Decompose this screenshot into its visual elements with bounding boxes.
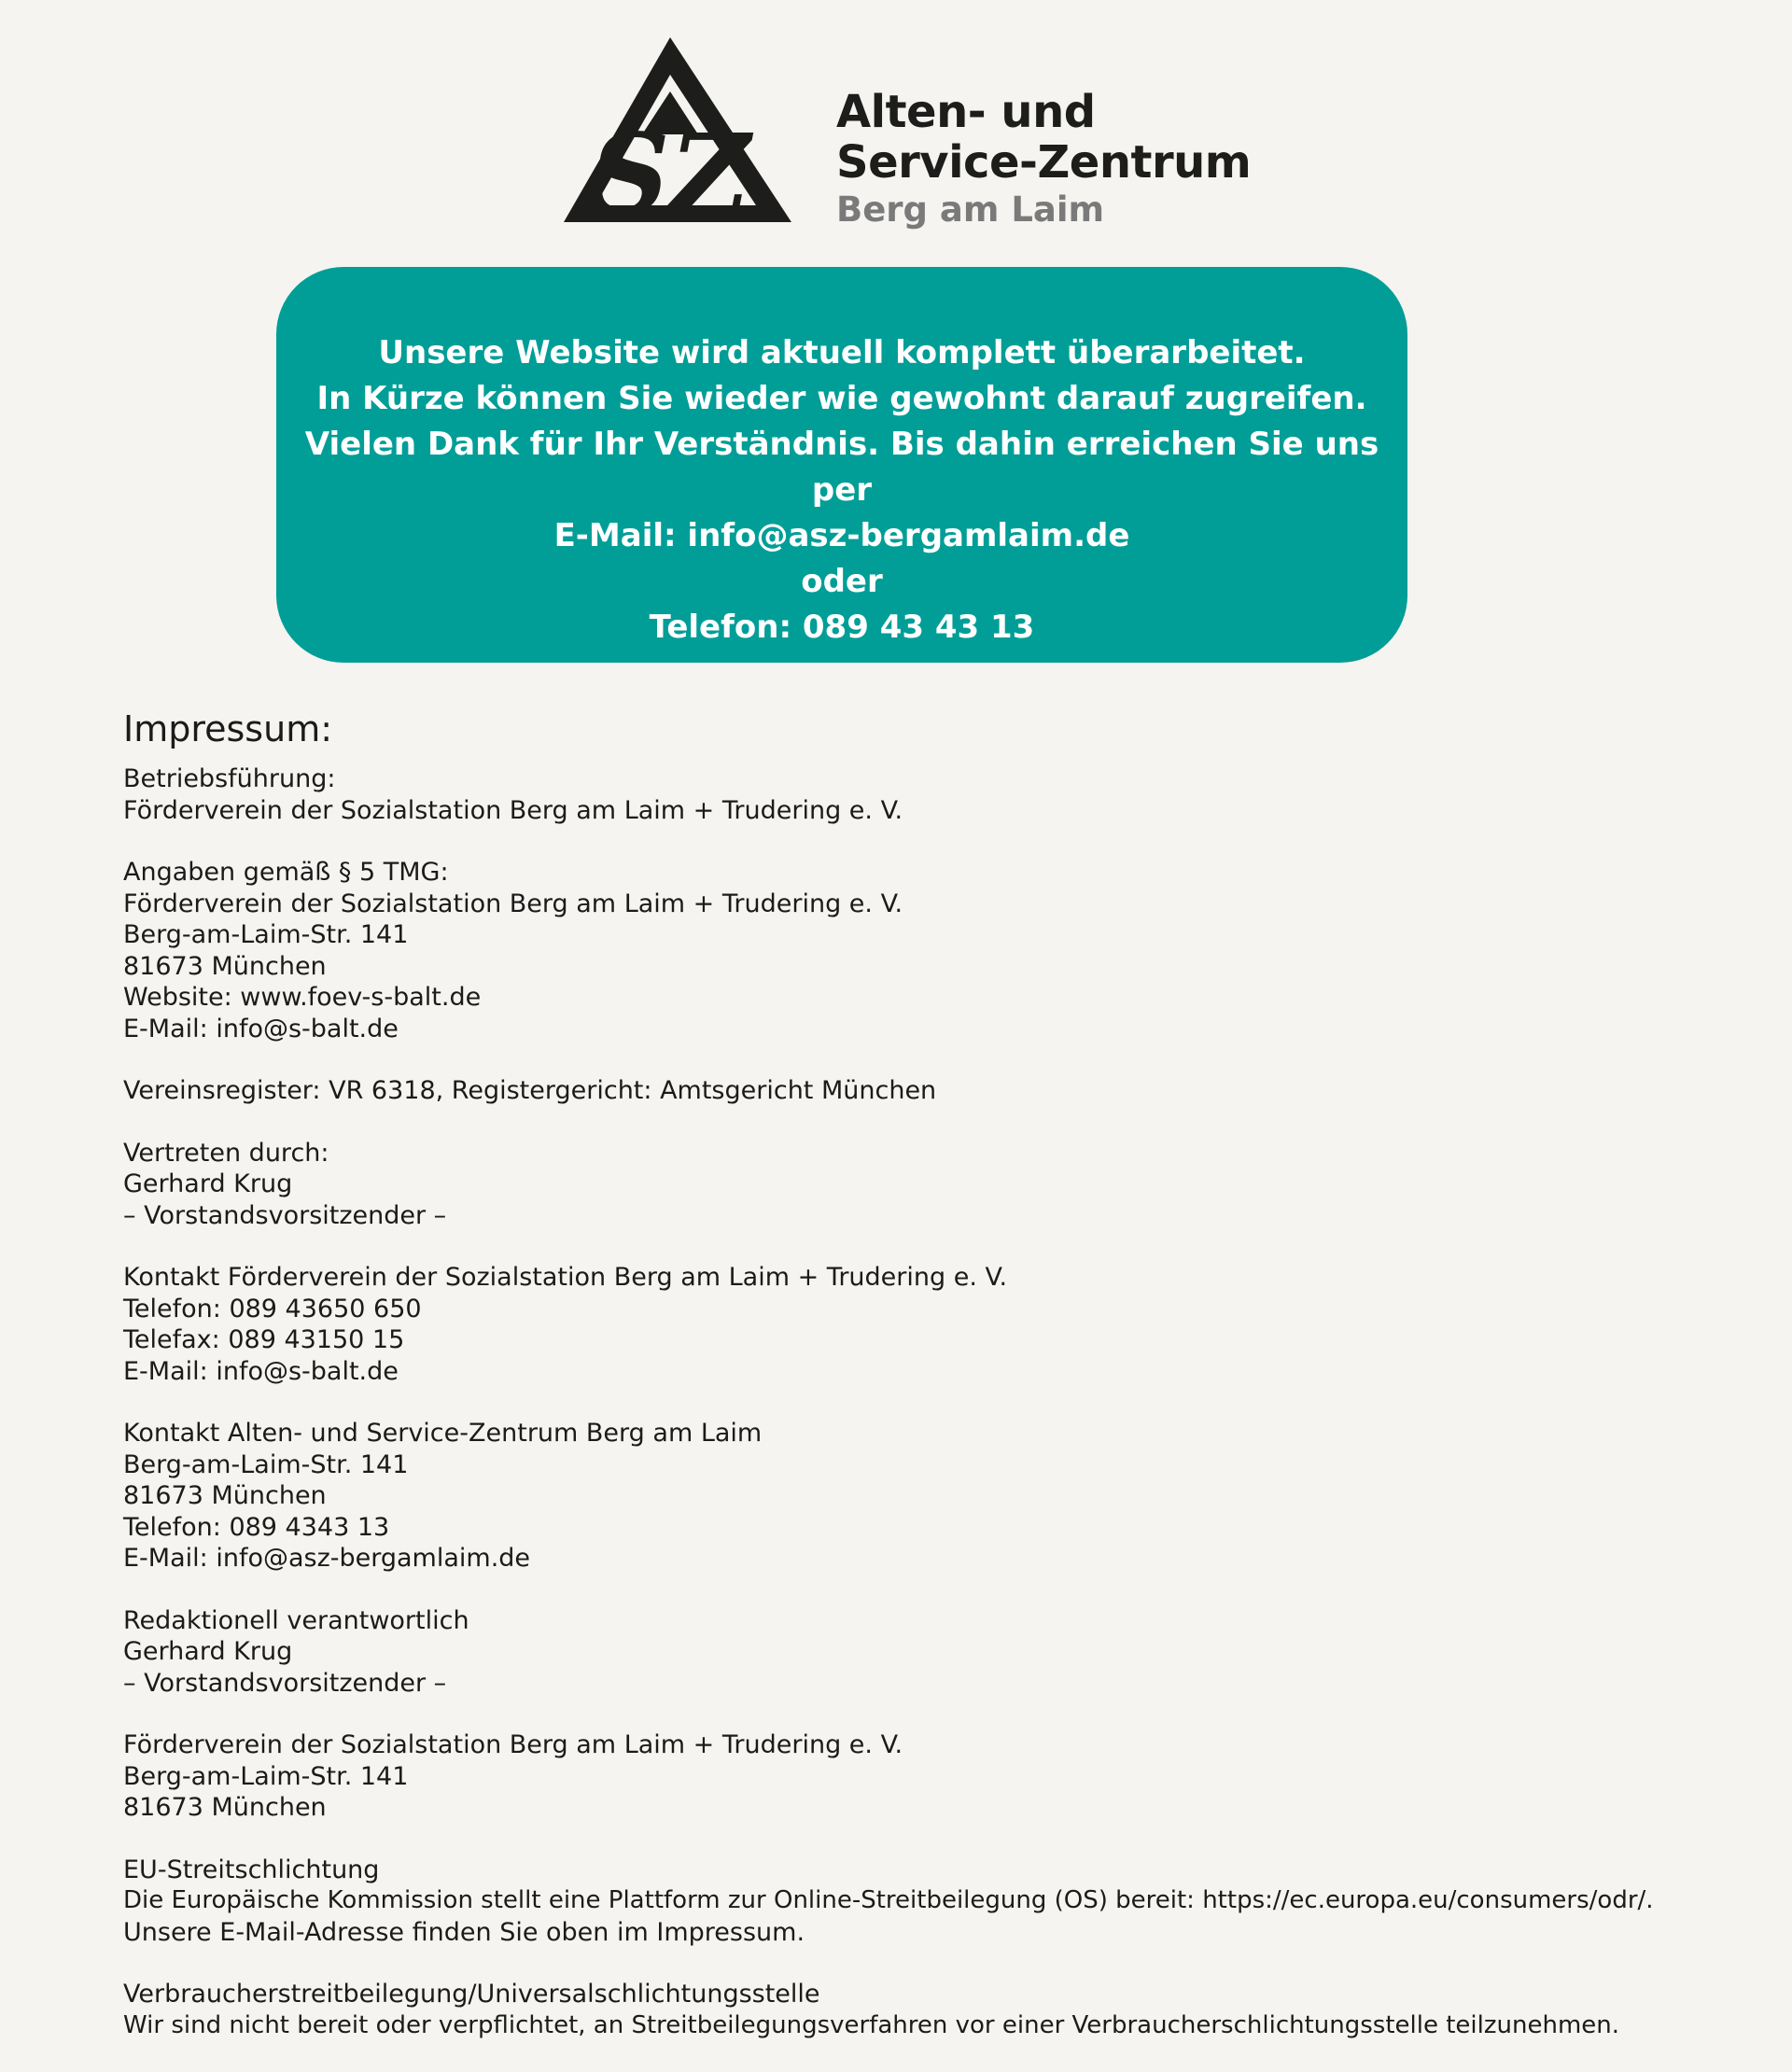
impressum-line: Redaktionell verantwortlich: [123, 1605, 469, 1635]
impressum-line: Betriebsführung:: [123, 764, 336, 793]
impressum-section: [123, 1418, 1766, 1575]
logo-line-2: Service-Zentrum: [836, 136, 1252, 189]
notice-line: oder: [801, 563, 883, 600]
asz-logo-icon: [560, 34, 795, 228]
impressum-line[interactable]: Die Europäische Kommission stellt eine Plattform zur Online-Streitbeilegung (OS) bereit: https://ec.europa.eu/consumers/odr/.: [123, 1886, 1654, 1914]
logo-wordmark: [836, 86, 1252, 230]
impressum-line: Gerhard Krug: [123, 1637, 293, 1666]
impressum-section: [123, 1979, 1766, 2041]
notice-line: Unsere Website wird aktuell komplett überarbeitet.: [378, 334, 1306, 371]
logo-line-3: Berg am Laim: [836, 189, 1105, 230]
maintenance-notice: [276, 267, 1407, 663]
impressum-line: Kontakt Alten- und Service-Zentrum Berg am Laim: [123, 1419, 763, 1448]
impressum-line: Gerhard Krug: [123, 1169, 293, 1198]
impressum-line: Berg-am-Laim-Str. 141: [123, 1761, 409, 1791]
impressum-line: Verbraucherstreitbeilegung/Universalschlichtungsstelle: [123, 1980, 820, 2009]
notice-email-line[interactable]: E-Mail: info@asz-bergamlaim.de: [553, 517, 1130, 554]
impressum-line: Berg-am-Laim-Str. 141: [123, 920, 409, 949]
impressum-line: Telefax: 089 43150 15: [123, 1325, 405, 1354]
impressum-line: Telefon: 089 43650 650: [123, 1294, 422, 1323]
logo-line-1: Alten- und: [836, 86, 1096, 138]
notice-line: Vielen Dank für Ihr Verständnis. Bis dahin erreichen Sie uns per: [304, 426, 1379, 509]
impressum-sections: [123, 763, 1766, 2041]
notice-phone-line[interactable]: Telefon: 089 43 43 13: [649, 609, 1035, 646]
logo-mark-letters: SZ: [590, 109, 750, 228]
impressum-line: – Vorstandsvorsitzender –: [123, 1200, 447, 1230]
impressum-section: [123, 1729, 1766, 1824]
impressum-section: [123, 1605, 1766, 1700]
impressum-line: – Vorstandsvorsitzender –: [123, 1668, 447, 1698]
impressum-line[interactable]: E-Mail: info@s-balt.de: [123, 1356, 399, 1386]
impressum-section: [123, 1075, 1766, 1107]
site-header: [0, 0, 1792, 243]
impressum-line: Vertreten durch:: [123, 1138, 329, 1168]
notice-line: In Kürze können Sie wieder wie gewohnt darauf zugreifen.: [316, 380, 1367, 417]
impressum-line: Unsere E-Mail-Adresse finden Sie oben im Impressum.: [123, 1917, 805, 1947]
impressum-line[interactable]: E-Mail: info@s-balt.de: [123, 1014, 399, 1043]
impressum-line: Förderverein der Sozialstation Berg am Laim + Trudering e. V.: [123, 889, 903, 918]
impressum-section: [123, 1138, 1766, 1232]
impressum-line: Förderverein der Sozialstation Berg am Laim + Trudering e. V.: [123, 795, 903, 825]
impressum-line[interactable]: E-Mail: info@asz-bergamlaim.de: [123, 1544, 531, 1573]
impressum-line: Angaben gemäß § 5 TMG:: [123, 858, 449, 887]
impressum-line: Förderverein der Sozialstation Berg am Laim + Trudering e. V.: [123, 1730, 903, 1759]
impressum-line: Telefon: 089 4343 13: [123, 1512, 390, 1542]
impressum-line: 81673 München: [123, 951, 327, 981]
impressum-line: Berg-am-Laim-Str. 141: [123, 1449, 409, 1479]
impressum-line: EU-Streitschlichtung: [123, 1855, 380, 1884]
impressum-section: [123, 763, 1766, 826]
impressum-line[interactable]: Website: www.foev-s-balt.de: [123, 983, 482, 1012]
impressum-content: [123, 706, 1766, 2072]
impressum-line: Wir sind nicht bereit oder verpflichtet, an Streitbeilegungsverfahren vor einer Verbraucherschlichtungsstelle teilzunehmen.: [123, 2010, 1620, 2039]
impressum-section: [123, 1855, 1766, 1949]
impressum-section: [123, 857, 1766, 1044]
impressum-line: 81673 München: [123, 1481, 327, 1510]
impressum-line: Vereinsregister: VR 6318, Registergericht: Amtsgericht München: [123, 1076, 937, 1105]
impressum-line: Kontakt Förderverein der Sozialstation Berg am Laim + Trudering e. V.: [123, 1263, 1008, 1292]
impressum-section: [123, 1262, 1766, 1387]
page-title: Impressum:: [123, 708, 333, 749]
impressum-line: 81673 München: [123, 1793, 327, 1822]
